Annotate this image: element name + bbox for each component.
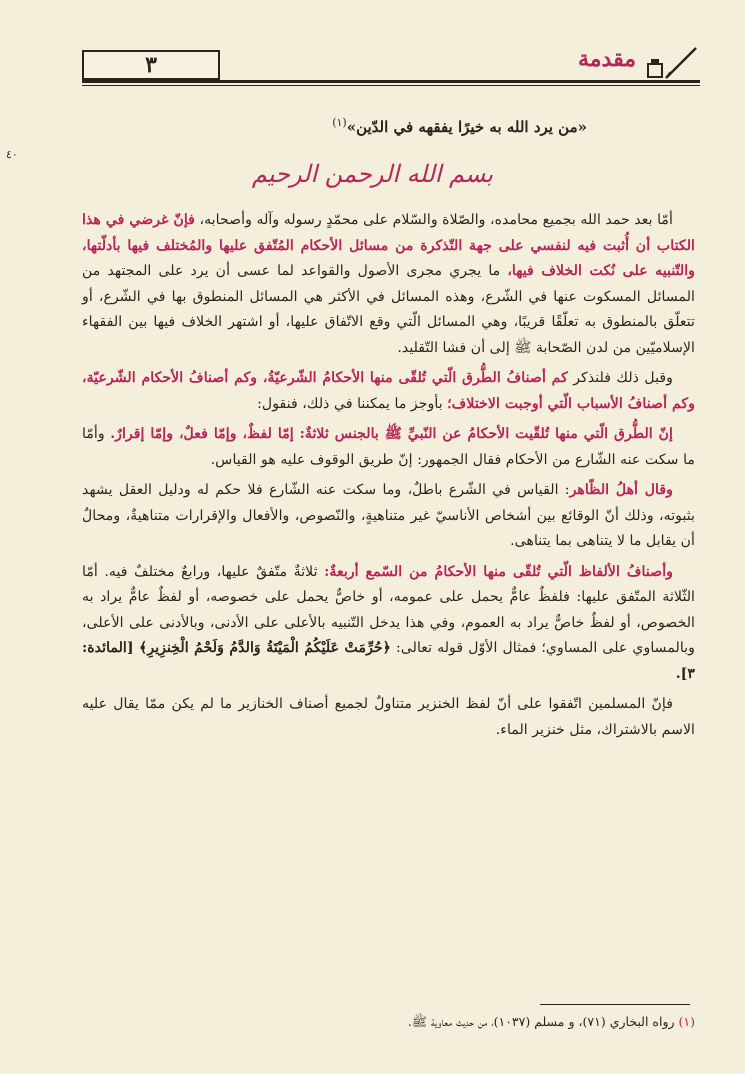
p2-highlight: كم أصنافُ الطُّرق الّتي تُلقّى منها الأحكامُ الشّرعيّةُ، وكم أصنافُ الأحكام الشّرعيّة، وكم أصنافُ الأسباب الّتي أوجبت الاختلاف؛ [82, 370, 695, 412]
paragraph-3 [82, 422, 695, 473]
page-number: ٣ [145, 52, 157, 78]
paragraph-2 [82, 366, 695, 417]
p1-highlight: فإنّ غرضي في هذا الكتاب أن أُثبت فيه لنفسي على جهة التّذكرة من مسائل الأحكام المُتّفق عليها والمُختلف فيها بأدلّتها، والتّنبيه على نُكت الخلاف فيها، [82, 212, 696, 279]
footnote-rule [540, 1004, 690, 1005]
hadith-quote [332, 116, 587, 136]
margin-mark: ٤٠ [6, 148, 18, 161]
page-header [78, 44, 700, 84]
paragraph-1 [82, 208, 695, 361]
footnote-ref: (١) [332, 116, 347, 129]
paragraph-6: فإنّ المسلمين اتّفقوا على أنّ لفظ الخنزير متناولٌ لجميع أصناف الخنازير ما لم يكن ممّا يقال عليه الاسم بالاشتراك، مثل خنزير الماء. [82, 696, 695, 738]
p5-highlight: وأصنافُ الألفاظ الّتي تُلقّى منها الأحكامُ من السّمع أربعةٌ: [324, 563, 674, 580]
p4-highlight: وقال أهلُ الظّاهر [569, 482, 673, 498]
basmala-calligraphy: بسم الله الرحمن الرحيم [251, 160, 494, 188]
hadith-text: «من يرد الله به خيرًا يفقهه في الدّين» [346, 118, 587, 136]
header-rule [82, 80, 700, 83]
page-number-box [82, 50, 220, 80]
p3-rest: وأمّا ما سكت عنه الشّارع من الأحكام فقال الجمهور: إنّ طريق الوقوف عليه هو القياس. [82, 426, 695, 468]
p2-rest: بأوجز ما يمكننا في ذلك، فنقول: [257, 395, 448, 412]
p4-rest: : القياس في الشّرع باطلٌ، وما سكت عنه الشّارع فلا حكم له ودليل العقل يشهد بثبوته، وذلك أنّ الوقائع بين أشخاص الأناسيّ غير متناهيةٍ، والنّصوص، والأفعال والإقرارات متناهيةٌ، ومحالٌ أن يقابل ما لا يتناهى بما يتناهى. [82, 482, 695, 549]
paragraph-5 [82, 560, 695, 688]
footnote-text: رواه البخاري (٧١)، و مسلم (١٠٣٧)، من حديث معاوية ﷺ. [407, 1014, 679, 1029]
footnote-number: (١) [678, 1014, 695, 1029]
header-rule-thin [82, 85, 700, 86]
p5-quran-verse: ﴿حُرِّمَتْ عَلَيْكُمُ الْمَيْتَةُ وَالدَّمُ وَلَحْمُ الْخِنزِيرِ﴾ [المائدة: ٣]. [82, 640, 695, 682]
footnote [200, 1014, 695, 1033]
paragraph-4 [82, 478, 695, 555]
p1-rest: ما يجري مجرى الأصول والقواعد لما عسى أن يرد على المجتهد من المسائل المسكوت عنها في الشّرع، وهذه المسائل في الأكثر هي المسائل المنطوق بها في الشّرع، أو تتعلّق بالمنطوق به تعلّقًا قريبًا، وهي المسائل الّتي وقع الاتّفاق عليها، أو اشتهر الخلاف فيها بين الفقهاء الإسلاميّين من لدن الصّحابة ﷺ إلى أن فشا التّقليد. [82, 263, 695, 356]
p3-highlight: إنّ الطُّرق الّتي منها تُلقّيت الأحكامُ عن النّبيِّ ﷺ بالجنس ثلاثةٌ: إمّا لفظٌ، وإمّا فعلٌ، وإمّا إقرارٌ. [110, 426, 673, 442]
p5-rest: ثلاثةٌ متّفقٌ عليها، ورابعٌ مختلفٌ فيه. أمّا الثّلاثة المتّفق عليها: فلفظٌ عامٌّ يحمل على عمومه، أو خاصٌّ يحمل على خصوصه، أو لفظٌ عامٌّ يراد به الخصوص، أو لفظٌ خاصٌّ يراد به العموم، وفي هذا يدخل التّنبيه بالأعلى على الأدنى، وبالأدنى على الأعلى، وبالمساوي على المساوي؛ فمثال الأوّل قوله تعالى: [82, 563, 695, 656]
body-text [82, 208, 695, 748]
p1-intro: أمّا بعد حمد الله بجميع محامده، والصّلاة والسّلام على محمّدٍ رسوله وآله وأصحابه، [194, 212, 673, 228]
inkwell-pen-icon [644, 44, 700, 80]
chapter-title: مقدمة [577, 46, 636, 72]
p2-intro: وقبل ذلك فلنذكر [567, 370, 673, 386]
